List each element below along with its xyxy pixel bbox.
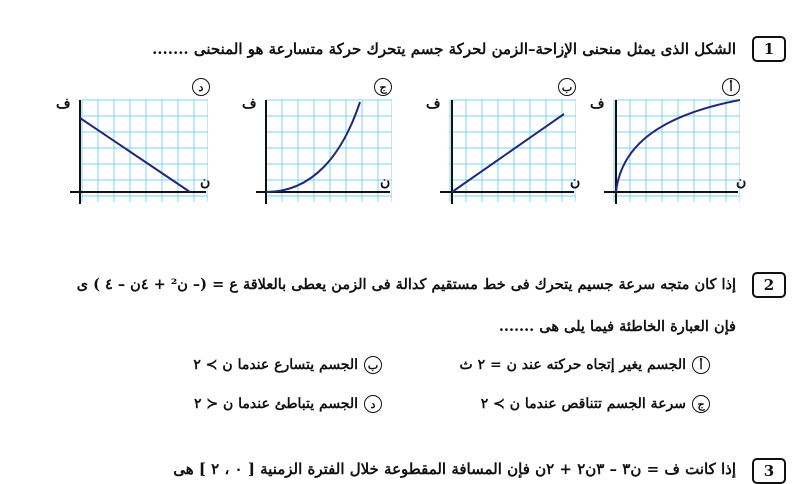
graph-d-x-label: ن [200,174,211,190]
graph-d-letter: د [192,78,210,96]
q2-option-d[interactable] [194,395,382,413]
graph-b-grid [450,100,576,202]
question-1-text: الشكل الذى يمثل منحنى الإزاحة–الزمن لحركة جسم يتحرك حركة متسارعة هو المنحنى ....... [152,40,736,58]
graph-c-y-label: ف [242,96,257,112]
q2-option-b-text: الجسم يتسارع عندما ن ≻ ٢ [193,357,358,373]
graph-c-letter: ج [374,78,392,96]
graph-a-x-label: ن [736,174,747,190]
graph-b-x-label: ن [570,174,581,190]
question-number-1: 1 [752,36,786,62]
graph-c [252,96,392,206]
graph-d-grid [82,100,211,202]
graph-c-grid [266,100,392,202]
graph-c-x-label: ن [380,174,391,190]
graph-d-curve [80,118,190,192]
graph-b [436,96,576,206]
graph-a-letter: أ [722,78,740,96]
q2-option-d-text: الجسم يتباطئ عندما ن ≺ ٢ [193,396,358,412]
graph-d [68,96,211,206]
q2-option-a[interactable] [460,356,710,374]
q2-option-c-letter: ج [692,395,710,413]
q2-option-b[interactable] [193,356,382,374]
q2-option-a-text: الجسم يغير إتجاه حركته عند ن = ٢ ث [459,357,686,373]
graph-d-y-label: ف [56,96,71,112]
q2-option-c-text: سرعة الجسم تتناقص عندما ن ≻ ٢ [480,396,686,412]
question-3-text: إذا كانت ف = ن٣ – ٣ن٢ + ٢ن فإن المسافة المقطوعة خلال الفترة الزمنية [ ٠ ، ٢ ] هى [173,460,736,478]
graph-b-letter: ب [558,78,576,96]
graph-b-y-label: ف [426,96,441,112]
q2-option-c[interactable] [481,395,710,413]
question-number-2: 2 [752,272,786,298]
question-number-3: 3 [752,458,786,484]
q2-option-a-letter: أ [692,356,710,374]
q2-option-d-letter: د [364,395,382,413]
graph-a-y-label: ف [590,96,605,112]
question-2-line-1: إذا كان متجه سرعة جسيم يتحرك فى خط مستقيم كدالة فى الزمن يعطى بالعلاقة ع = (– ن² + ٤ن – ٤ ) ى [76,276,736,293]
q2-option-b-letter: ب [364,356,382,374]
graph-a [600,96,740,206]
question-2-line-2: فإن العبارة الخاطئة فيما يلى هى ....... [498,318,736,335]
